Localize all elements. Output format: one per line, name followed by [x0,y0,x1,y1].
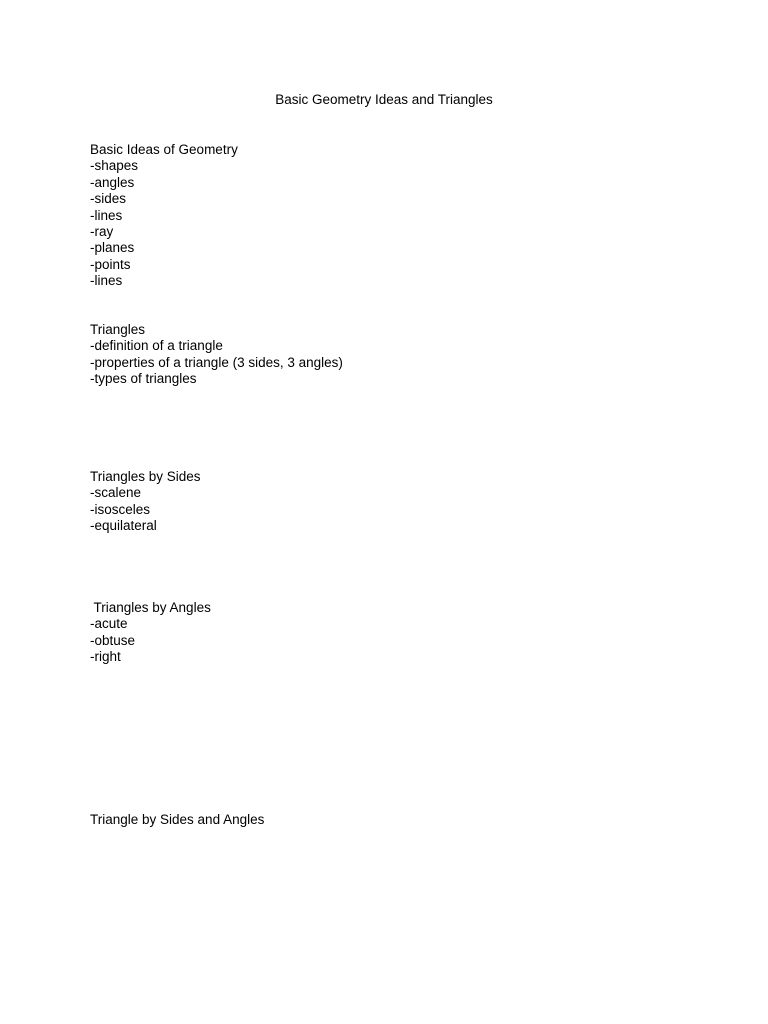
list-item: -sides [90,191,127,207]
section-heading: Triangles [90,322,146,337]
section-heading: Triangle by Sides and Angles [90,812,265,827]
list-item: -planes [90,240,135,256]
section-triangles-by-angles [90,600,710,666]
list-item: -isosceles [90,501,151,517]
list-item: -scalene [90,485,142,501]
section-heading: Triangles by Angles [90,600,211,615]
list-item: -equilateral [90,518,157,534]
list-item: -right [90,649,121,665]
list-item: -angles [90,174,135,190]
section-triangles-by-sides [90,469,710,535]
document-title: Basic Geometry Ideas and Triangles [275,92,493,107]
list-item: -ray [90,224,114,240]
list-item: -points [90,256,131,272]
list-item: -types of triangles [90,371,197,387]
section-heading: Triangles by Sides [90,469,201,484]
list-item: -obtuse [90,632,136,648]
list-item: -lines [90,207,123,223]
list-item: -definition of a triangle [90,338,223,354]
section-basic-ideas [90,142,710,290]
section-triangles [90,322,710,388]
section-heading: Basic Ideas of Geometry [90,142,238,157]
list-item: -properties of a triangle (3 sides, 3 angles) [90,354,343,370]
section-triangle-by-sides-and-angles [90,812,710,828]
list-item: -acute [90,616,128,632]
list-item: -shapes [90,158,139,174]
list-item: -lines [90,273,123,289]
